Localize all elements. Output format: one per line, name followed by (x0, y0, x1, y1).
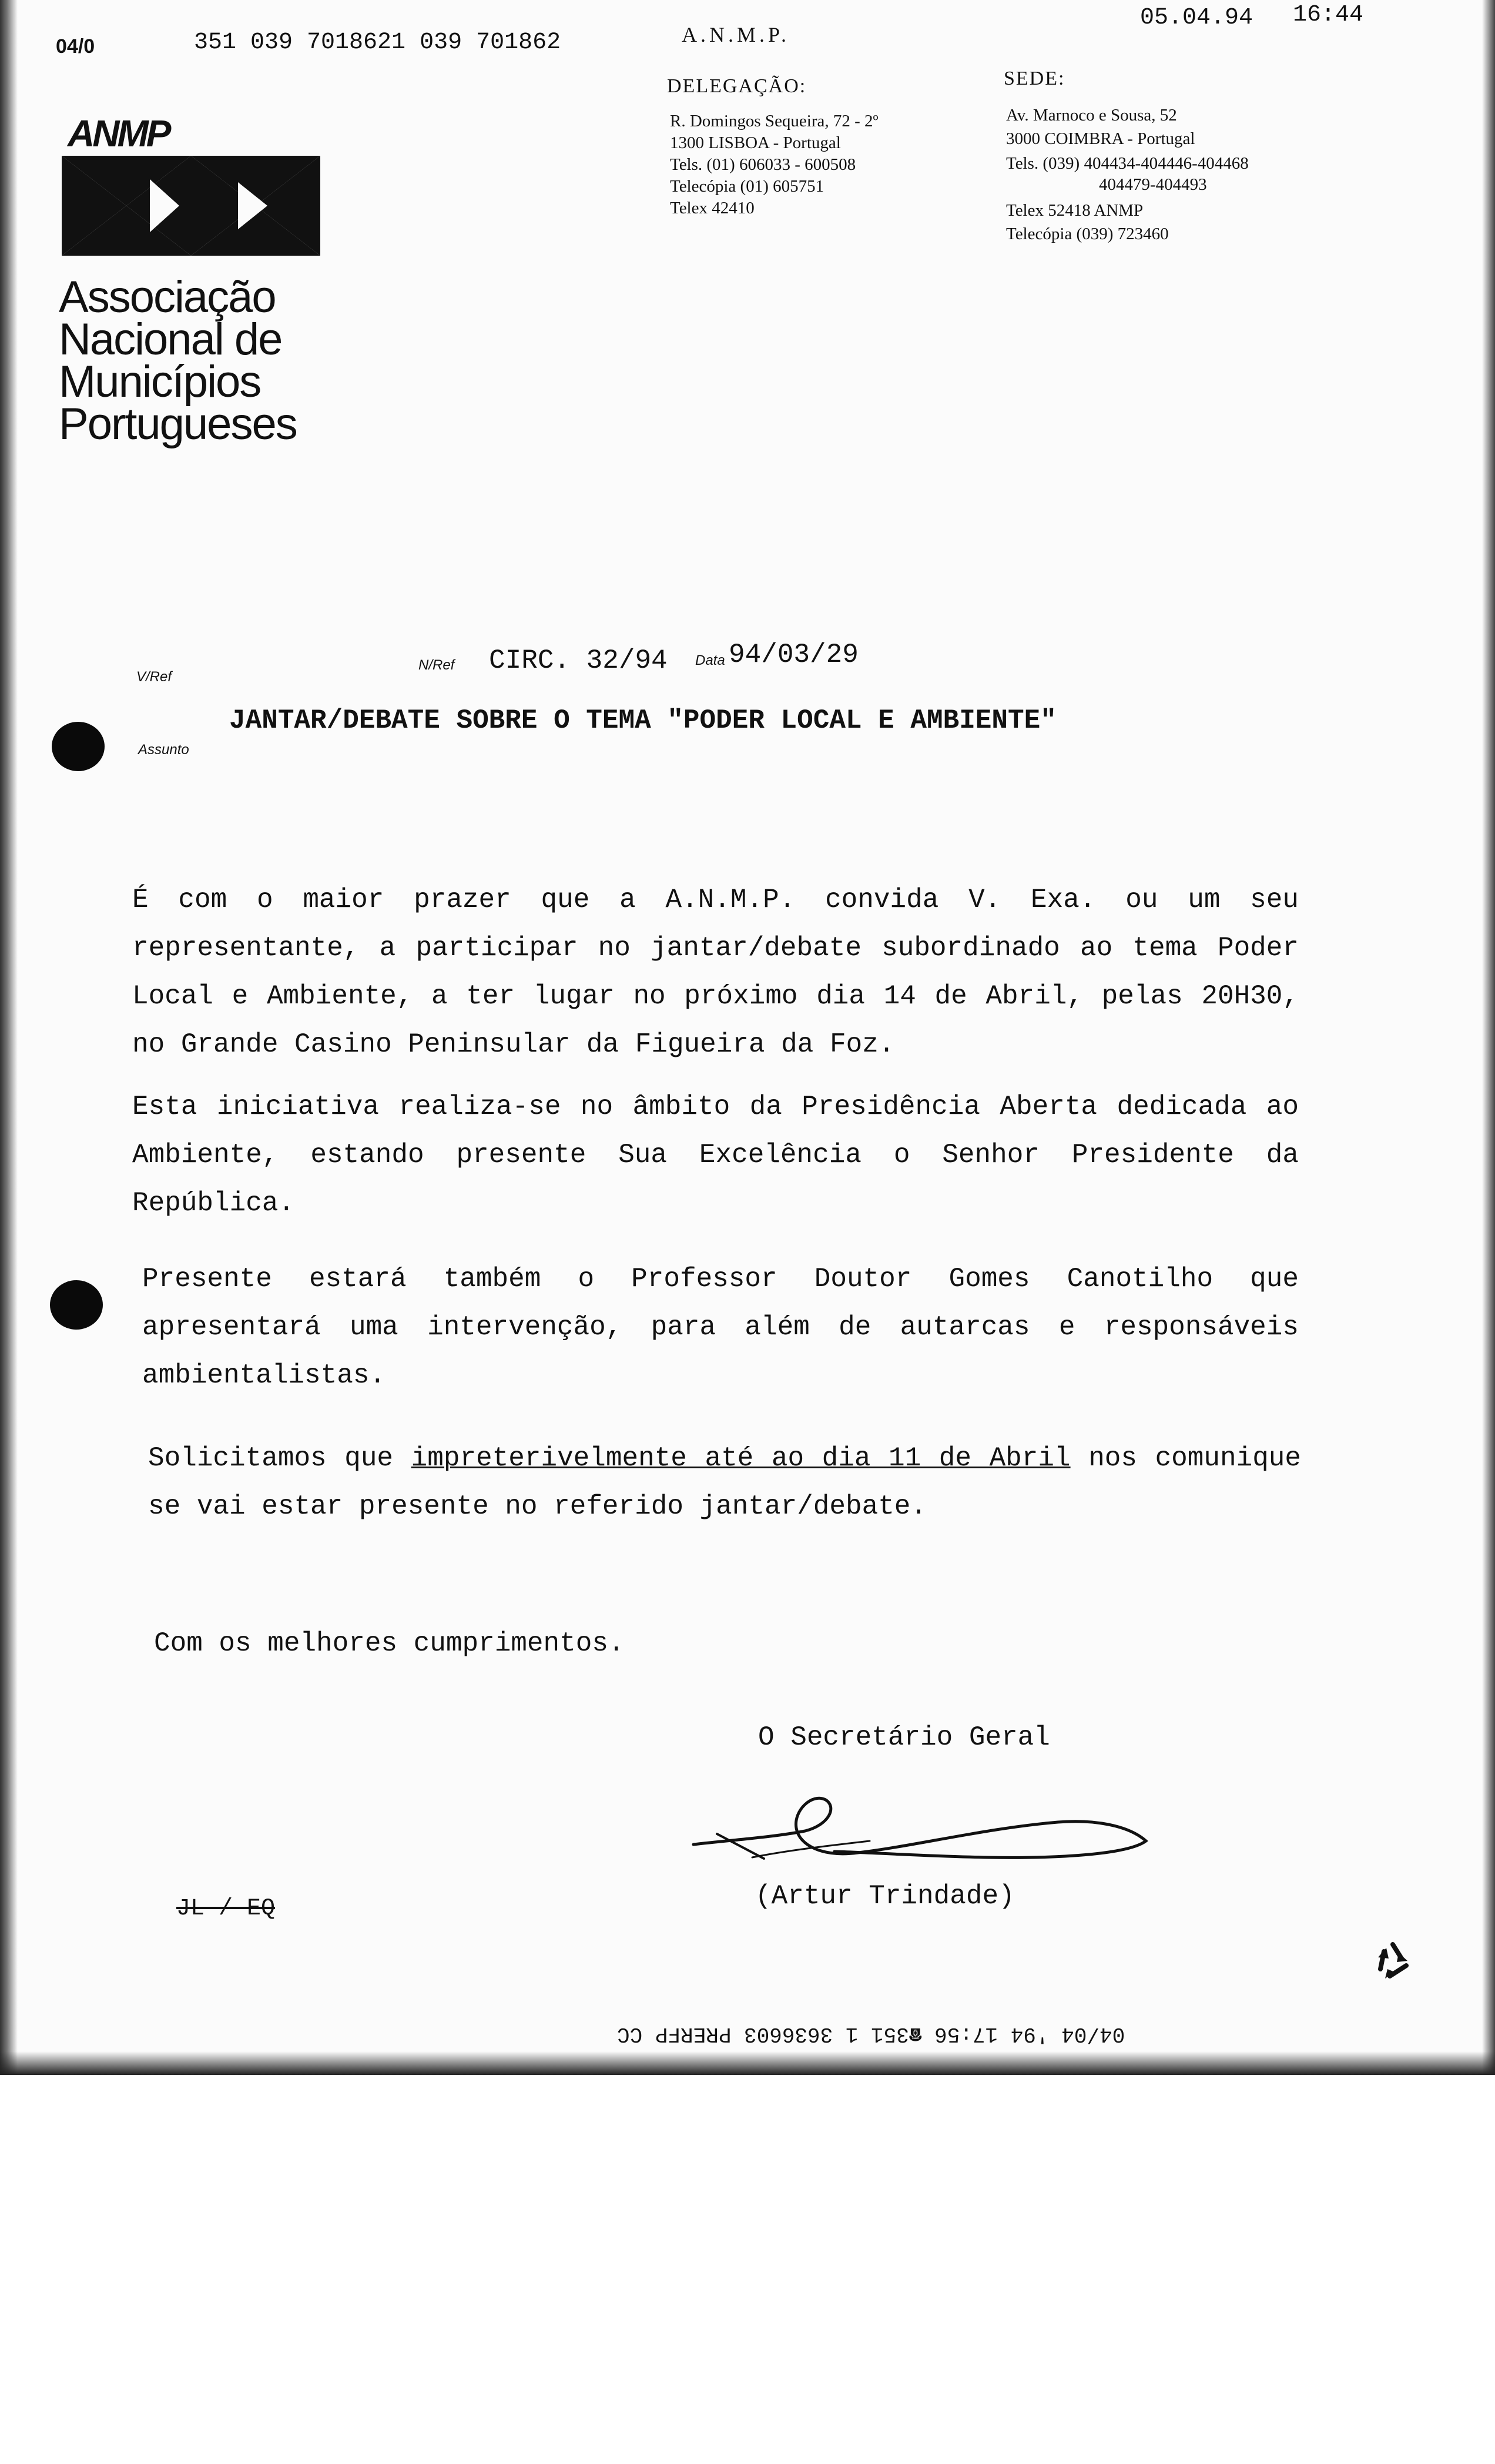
delegacao-line: R. Domingos Sequeira, 72 - 2º (670, 112, 879, 130)
sede-line: Telecópia (039) 723460 (1006, 225, 1169, 243)
sede-line: Av. Marnoco e Sousa, 52 (1006, 106, 1177, 125)
delegacao-line: Telex 42410 (670, 199, 755, 217)
delegacao-line: Telecópia (01) 605751 (670, 177, 824, 196)
punch-hole (52, 722, 105, 771)
deadline-text: impreterivelmente até ao dia 11 de Abril (411, 1443, 1071, 1474)
body-paragraph: Esta iniciativa realiza-se no âmbito da Presidência Aberta dedicada ao Ambiente, estando presente Sua Excelência o Senhor Presidente da República. (132, 1092, 1299, 1218)
scan-edge-right (1482, 0, 1495, 2075)
fax-header-time: 16:44 (1293, 2, 1364, 28)
body-paragraph (148, 1434, 1301, 1531)
anmp-logo-icon (62, 156, 320, 256)
signatory-title: O Secretário Geral (758, 1722, 1050, 1753)
sede-heading: SEDE: (1004, 68, 1065, 89)
delegacao-line: Tels. (01) 606033 - 600508 (670, 155, 856, 174)
sede-line: 404479-404493 (1099, 175, 1207, 194)
logo-wordmark: ANMP (68, 112, 169, 155)
fax-header-numbers: 351 039 7018621 039 701862 (194, 29, 561, 56)
assunto-label: Assunto (138, 742, 189, 758)
typist-initials: JL / EQ (176, 1896, 276, 1922)
org-abbrev: A.N.M.P. (682, 23, 790, 46)
body-paragraph: É com o maior prazer que a A.N.M.P. convida V. Exa. ou um seu representante, a participar no jantar/debate subordinado ao tema Poder Local e Ambiente, a ter lugar no próximo dia 14 de Abril, pelas 20H30, no Grande Casino Peninsular da Figueira da Foz. (132, 885, 1299, 1060)
org-name: Associação Nacional de Municípios Portugueses (59, 272, 297, 449)
closing-greeting: Com os melhores cumprimentos. (154, 1628, 625, 1659)
fax-header-date: 05.04.94 (1140, 5, 1253, 31)
delegacao-line: 1300 LISBOA - Portugal (670, 133, 841, 152)
scan-edge-bottom (0, 2051, 1495, 2075)
signature-icon (682, 1775, 1152, 1878)
recycle-icon (1372, 1940, 1413, 1981)
body-paragraph: Presente estará também o Professor Doutor Gomes Canotilho que apresentará uma intervenção, para além de autarcas e responsáveis ambientalistas. (142, 1264, 1299, 1391)
request-text-end: nos comunique se vai estar presente no referido jantar/debate. (148, 1443, 1302, 1522)
signatory-name: (Artur Trindade) (755, 1881, 1015, 1911)
fax-footer: 04/04 '94 17:56 ☎351 1 3636603 PRERFP CC (617, 2022, 1125, 2046)
sede-line: Tels. (039) 404434-404446-404468 (1006, 154, 1249, 173)
nref-label: N/Ref (418, 657, 455, 673)
data-label: Data (695, 652, 725, 668)
subject-line: JANTAR/DEBATE SOBRE O TEMA "PODER LOCAL E AMBIENTE" (229, 705, 1057, 736)
fax-corner-code: 04/0 (56, 35, 95, 58)
request-text: Solicitamos que (148, 1443, 394, 1474)
sede-line: 3000 COIMBRA - Portugal (1006, 129, 1195, 148)
punch-hole (50, 1280, 103, 1330)
scan-edge-left (0, 0, 18, 2075)
sede-line: Telex 52418 ANMP (1006, 201, 1144, 220)
nref-value: CIRC. 32/94 (489, 645, 668, 676)
data-value: 94/03/29 (729, 640, 859, 670)
vref-label: V/Ref (136, 669, 172, 685)
delegacao-heading: DELEGAÇÃO: (667, 75, 807, 97)
